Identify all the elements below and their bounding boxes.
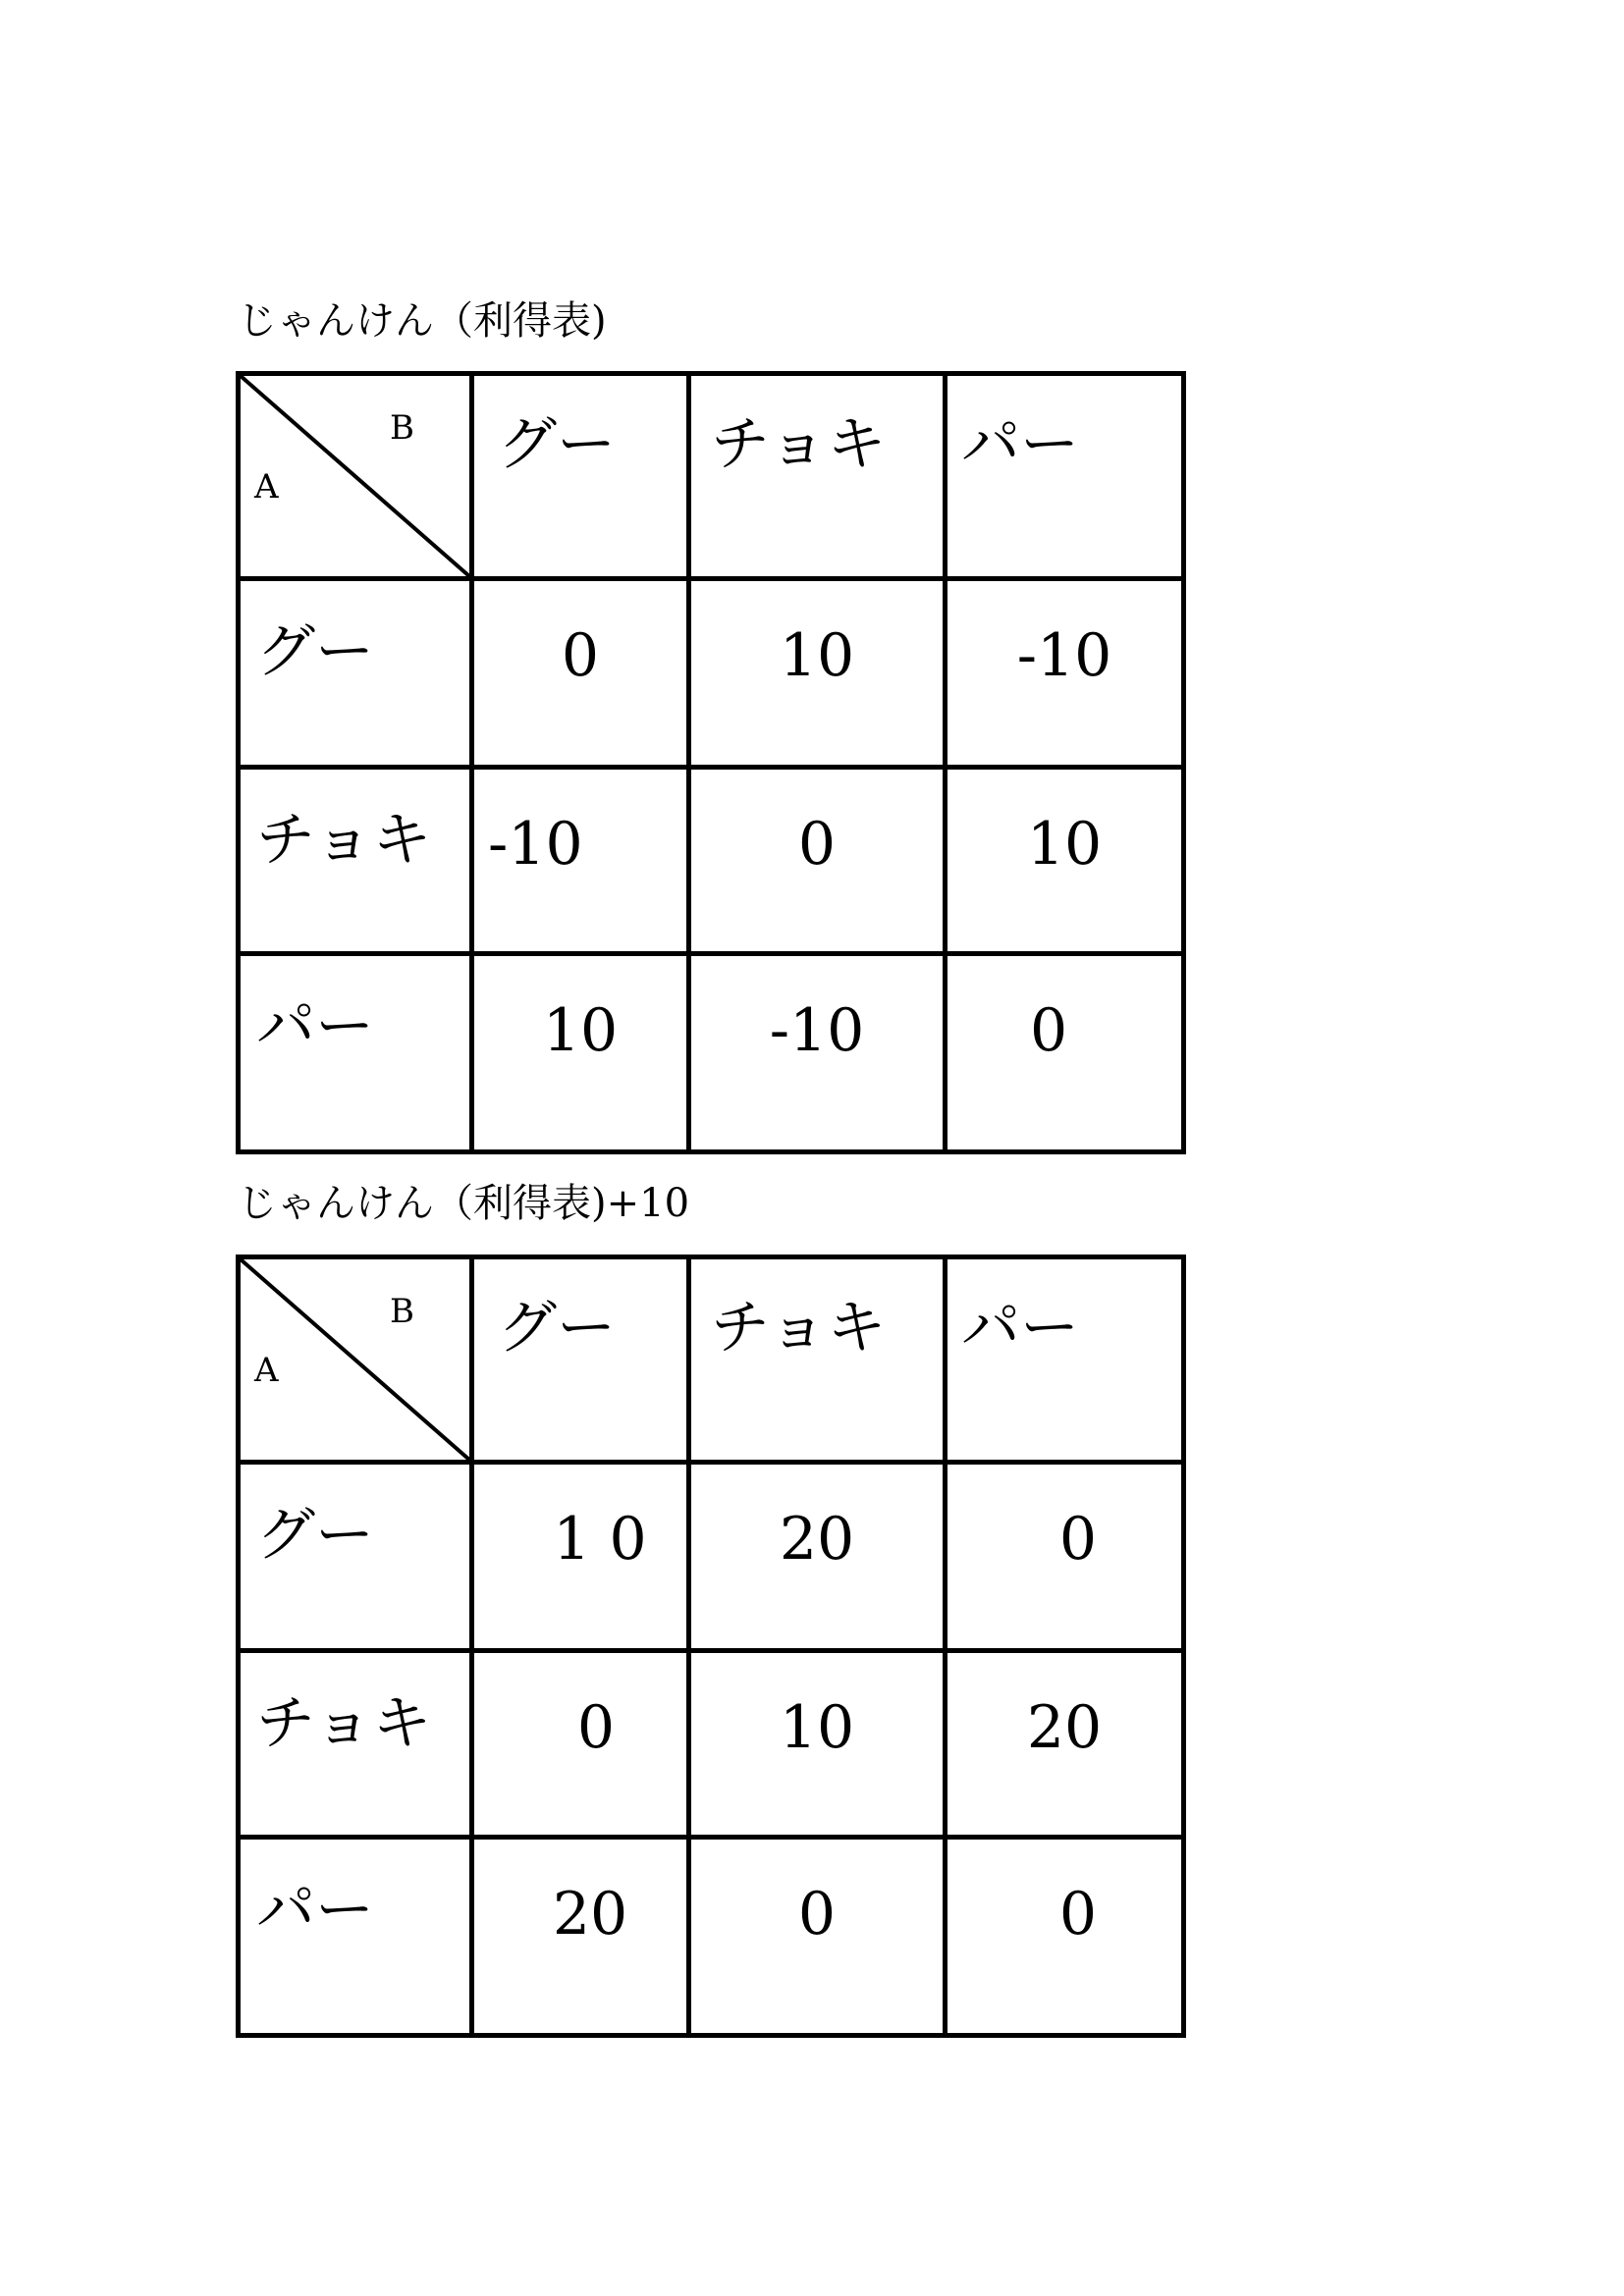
corner-cell <box>239 1257 472 1463</box>
row-header-cell <box>239 579 472 768</box>
table-row <box>239 1651 1184 1838</box>
payoff-value: 0 <box>561 621 600 690</box>
payoff-value: -10 <box>1016 621 1112 690</box>
column-header-cell <box>472 374 689 579</box>
row-header-cell <box>239 954 472 1152</box>
value-cell <box>689 579 946 768</box>
payoff-value: 0 <box>797 810 837 879</box>
payoff-value: 20 <box>779 1505 855 1574</box>
value-cell <box>946 1651 1184 1838</box>
column-header: パー <box>961 410 1079 479</box>
value-cell <box>472 1651 689 1838</box>
value-cell <box>946 1838 1184 2036</box>
payoff-value: 10 <box>542 996 619 1065</box>
payoff-value: 10 <box>779 621 855 690</box>
payoff-value: 20 <box>552 1880 628 1949</box>
table-row <box>239 579 1184 768</box>
payoff-value: 0 <box>797 1880 837 1949</box>
table-2-title: じゃんけん（利得表)+10 <box>238 1181 690 1226</box>
column-header: グー <box>498 1294 616 1362</box>
payoff-value: 20 <box>1026 1693 1103 1762</box>
table-row <box>239 1463 1184 1651</box>
value-cell <box>689 768 946 954</box>
value-cell <box>689 1463 946 1651</box>
value-cell <box>946 579 1184 768</box>
payoff-value: 10 <box>1026 810 1103 879</box>
payoff-value: 0 <box>1058 1505 1098 1574</box>
payoff-value: 0 <box>1058 1880 1098 1949</box>
value-cell <box>472 768 689 954</box>
column-player-label: B <box>390 408 414 448</box>
value-cell <box>946 1463 1184 1651</box>
row-player-label: A <box>254 1351 279 1390</box>
row-header-cell <box>239 768 472 954</box>
payoff-value: 0 <box>576 1693 616 1762</box>
payoff-value: 10 <box>779 1693 855 1762</box>
payoff-value: -10 <box>769 996 865 1065</box>
column-header: チョキ <box>711 1294 887 1362</box>
column-header-cell <box>689 1257 946 1463</box>
value-cell <box>472 1463 689 1651</box>
row-header-cell <box>239 1838 472 2036</box>
row-header: パー <box>256 1876 374 1945</box>
row-header: チョキ <box>256 1689 432 1758</box>
row-header: グー <box>256 1501 374 1570</box>
column-header-cell <box>472 1257 689 1463</box>
table-row <box>239 954 1184 1152</box>
value-cell <box>946 768 1184 954</box>
column-header: パー <box>961 1294 1079 1362</box>
table-row <box>239 768 1184 954</box>
column-header-cell <box>946 1257 1184 1463</box>
row-header: チョキ <box>256 806 432 875</box>
payoff-value: 0 <box>1030 996 1068 1065</box>
column-header-cell <box>689 374 946 579</box>
column-player-label: B <box>390 1292 414 1331</box>
value-cell <box>946 954 1184 1152</box>
row-header: グー <box>256 617 374 686</box>
payoff-value: -10 <box>488 810 583 879</box>
value-cell <box>689 1651 946 1838</box>
row-player-label: A <box>254 467 279 507</box>
table-row <box>239 1838 1184 2036</box>
value-cell <box>689 1838 946 2036</box>
value-cell <box>472 1838 689 2036</box>
corner-cell <box>239 374 472 579</box>
table-1-title: じゃんけん（利得表) <box>238 298 607 344</box>
row-header-cell <box>239 1463 472 1651</box>
value-cell <box>689 954 946 1152</box>
value-cell <box>472 579 689 768</box>
row-header: パー <box>256 992 374 1061</box>
payoff-value: 1 0 <box>553 1505 647 1574</box>
column-header: チョキ <box>711 410 887 479</box>
column-header-cell <box>946 374 1184 579</box>
payoff-table-1 <box>236 371 1186 1154</box>
row-header-cell <box>239 1651 472 1838</box>
value-cell <box>472 954 689 1152</box>
column-header: グー <box>498 410 616 479</box>
payoff-table-2 <box>236 1255 1186 2038</box>
